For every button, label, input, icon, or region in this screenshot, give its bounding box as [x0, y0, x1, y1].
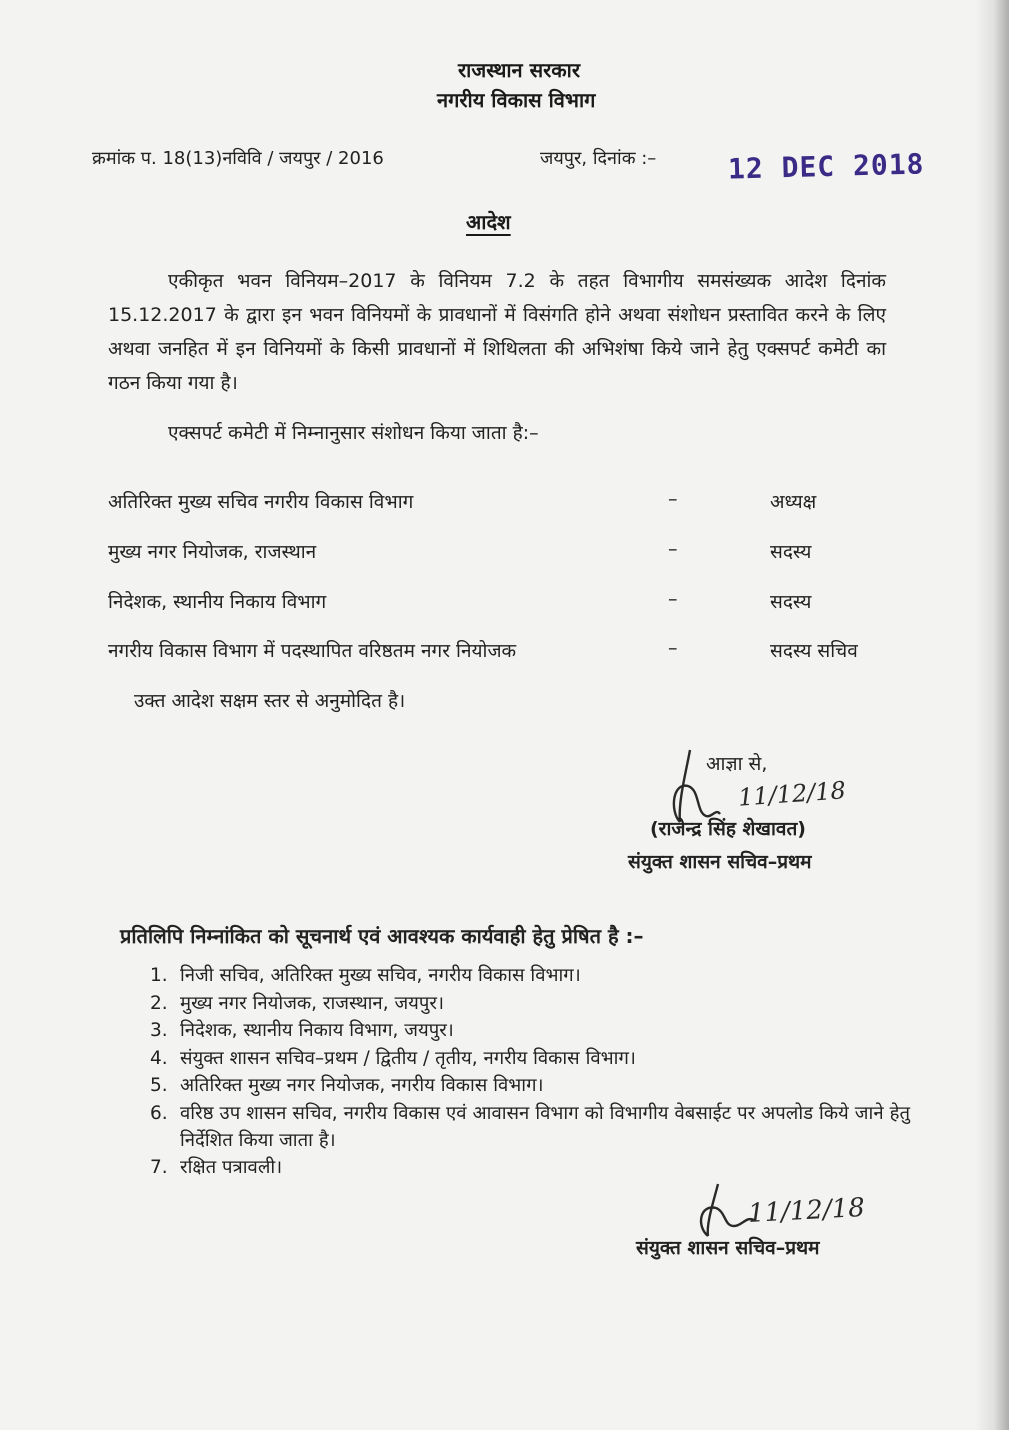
date-stamp: 12 DEC 2018: [727, 147, 925, 186]
footer-designation: संयुक्त शासन सचिव–प्रथम: [636, 1237, 820, 1259]
list-item-text: रक्षित पत्रावली।: [180, 1157, 283, 1178]
member-dash: –: [668, 488, 678, 510]
list-item-number: 3.: [150, 1020, 168, 1041]
list-item: [150, 1045, 910, 1072]
approval-note: उक्त आदेश सक्षम स्तर से अनुमोदित है।: [134, 690, 406, 712]
list-item: [150, 1100, 910, 1154]
list-item-number: 4.: [150, 1047, 168, 1069]
member-dash: –: [668, 538, 678, 560]
list-item-number: 1.: [150, 965, 168, 986]
committee-row: [108, 538, 888, 570]
committee-row: [108, 588, 888, 620]
place-date-label: जयपुर, दिनांक :–: [540, 148, 657, 169]
list-item-number: 2.: [150, 992, 168, 1014]
list-item: [150, 1017, 910, 1044]
amendment-intro: एक्सपर्ट कमेटी में निम्नानुसार संशोधन किया जाता है:–: [168, 422, 539, 444]
list-item-text: वरिष्ठ उप शासन सचिव, नगरीय विकास एवं आवासन विभाग को विभागीय वेबसाईट पर अपलोड किये जाने हेतु निर्देशित किया जाता है।: [180, 1102, 910, 1151]
member-name: नगरीय विकास विभाग में पदस्थापित वरिष्ठतम नगर नियोजक: [108, 640, 517, 662]
page-edge-shadow: [975, 0, 1009, 1430]
signatory-name: (राजेन्द्र सिंह शेखावत): [650, 818, 806, 840]
member-role: अध्यक्ष: [770, 491, 817, 513]
list-item-number: 6.: [150, 1102, 168, 1124]
signature-date: 11/12/18: [737, 776, 847, 812]
department-heading: नगरीय विकास विभाग: [437, 88, 596, 112]
list-item-number: 5.: [150, 1075, 168, 1096]
list-item-text: मुख्य नगर नियोजक, राजस्थान, जयपुर।: [180, 992, 445, 1014]
committee-row: [108, 637, 888, 669]
list-item-text: निदेशक, स्थानीय निकाय विभाग, जयपुर।: [180, 1020, 454, 1041]
order-paragraph: एकीकृत भवन विनियम–2017 के विनियम 7.2 के तहत विभागीय समसंख्यक आदेश दिनांक 15.12.2017 के द्वारा इन भवन विनियमों के प्रावधानों में विसंगति होने अथवा संशोधन प्रस्तावित करने के लिए अथवा जनहित में इन विनियमों के किसी प्रावधानों में शिथिलता की अभिशंषा किये जाने हेतु एक्सपर्ट कमेटी का गठन किया गया है।: [108, 270, 886, 394]
list-item-text: संयुक्त शासन सचिव–प्रथम / द्वितीय / तृतीय, नगरीय विकास विभाग।: [180, 1047, 636, 1069]
member-role: सदस्य: [770, 541, 812, 563]
list-item: [150, 990, 910, 1017]
list-item: [150, 962, 910, 989]
list-item-text: अतिरिक्त मुख्य नगर नियोजक, नगरीय विकास विभाग।: [180, 1075, 544, 1096]
list-item: [150, 1154, 910, 1181]
order-title: आदेश: [466, 210, 511, 234]
committee-row: [108, 488, 888, 520]
member-name: निदेशक, स्थानीय निकाय विभाग: [108, 591, 327, 613]
member-role: सदस्य: [770, 591, 812, 613]
copy-recipient-list: [150, 962, 910, 1182]
list-item-number: 7.: [150, 1157, 168, 1178]
copy-heading: प्रतिलिपि निम्नांकित को सूचनार्थ एवं आवश्यक कार्यवाही हेतु प्रेषित है :–: [120, 924, 644, 948]
government-heading: राजस्थान सरकार: [458, 58, 581, 82]
list-item-text: निजी सचिव, अतिरिक्त मुख्य सचिव, नगरीय विकास विभाग।: [180, 965, 581, 986]
member-name: मुख्य नगर नियोजक, राजस्थान: [108, 541, 317, 563]
order-number: क्रमांक प. 18(13)नविवि / जयपुर / 2016: [92, 148, 384, 169]
member-name: अतिरिक्त मुख्य सचिव नगरीय विकास विभाग: [108, 491, 414, 513]
signatory-designation: संयुक्त शासन सचिव–प्रथम: [628, 851, 812, 873]
by-order-text: आज्ञा से,: [706, 753, 768, 775]
footer-signature-date: 11/12/18: [747, 1192, 866, 1230]
member-role: सदस्य सचिव: [770, 640, 858, 662]
member-dash: –: [668, 637, 678, 659]
list-item: [150, 1072, 910, 1099]
member-dash: –: [668, 588, 678, 610]
